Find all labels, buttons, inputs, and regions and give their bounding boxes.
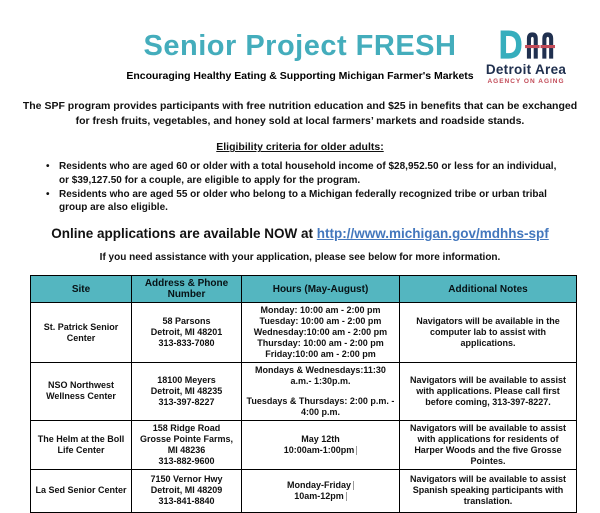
bullet-item: • Residents who are aged 60 or older with a total household income of $28,952.50 or less for an individual, or $39,127.50 for a couple, are eligible to apply for the program. — [46, 160, 564, 186]
eligibility-heading: Eligibility criteria for older adults: — [216, 141, 384, 154]
notes-cell: Navigators will be available to assist with applications. Please call first before coming, 313-397-8227. — [400, 362, 577, 420]
hours-cell: Monday-Friday 10am-12pm — [242, 469, 400, 512]
cta-text: Online applications are available NOW at — [51, 226, 317, 242]
address-cell: 18100 Meyers Detroit, MI 48235 313-397-8227 — [132, 362, 242, 420]
daa-monogram-icon — [497, 27, 555, 63]
address-cell: 7150 Vernor Hwy Detroit, MI 48209 313-841-8840 — [132, 469, 242, 512]
notes-cell: Navigators will be available to assist with applications for residents of Harper Woods and the five Grosse Pointes. — [400, 420, 577, 469]
site-cell: The Helm at the Boll Life Center — [31, 420, 132, 469]
detroit-area-agency-logo — [474, 27, 578, 85]
table-row — [31, 420, 577, 469]
hours-cell: Monday: 10:00 am - 2:00 pm Tuesday: 10:00 am - 2:00 pm Wednesday:10:00 am - 2:00 pm Thursday: 10:00 am - 2:00 pm Friday:10:00 am - 2:00 pm — [242, 303, 400, 363]
site-cell: NSO Northwest Wellness Center — [31, 362, 132, 420]
bullet-item: • Residents who are aged 55 or older who belong to a Michigan federally recognized tribe or urban tribal group are also eligible. — [46, 188, 564, 214]
hours-cell: Mondays & Wednesdays:11:30 a.m.- 1:30p.m. Tuesdays & Thursdays: 2:00 p.m. - 4:00 p.m. — [242, 362, 400, 420]
col-header-hours: Hours (May-August) — [242, 276, 400, 303]
table-row — [31, 469, 577, 512]
page-title: Senior Project FRESH — [143, 30, 457, 62]
logo-name: Detroit Area — [485, 62, 567, 77]
eligibility-bullet-list — [46, 160, 564, 214]
col-header-notes: Additional Notes — [400, 276, 577, 303]
site-cell: La Sed Senior Center — [31, 469, 132, 512]
logo-tagline: AGENCY ON AGING — [487, 78, 565, 86]
site-cell: St. Patrick Senior Center — [31, 303, 132, 363]
intro-paragraph: The SPF program provides participants with free nutrition education and $25 in benefits that can be exchanged for fresh fruits, vegetables, and honey sold at local farmers’ markets and roadside stands. — [22, 100, 578, 127]
text-cursor-mark — [353, 481, 354, 490]
address-cell: 158 Ridge Road Grosse Pointe Farms, MI 48236 313-882-9600 — [132, 420, 242, 469]
page-subtitle: Encouraging Healthy Eating & Supporting Michigan Farmer's Markets — [126, 70, 474, 82]
table-row — [31, 362, 577, 420]
hours-cell: May 12th 10:00am-1:00pm — [242, 420, 400, 469]
table-row — [31, 303, 577, 363]
table-header-row — [31, 276, 577, 303]
col-header-site: Site — [31, 276, 132, 303]
notes-cell: Navigators will be available to assist Spanish speaking participants with translation. — [400, 469, 577, 512]
text-cursor-mark — [356, 446, 357, 455]
cta-line — [0, 226, 600, 241]
michigan-spf-link[interactable]: http://www.michigan.gov/mdhhs-spf — [316, 226, 549, 242]
notes-cell: Navigators will be available in the computer lab to assist with applications. — [400, 303, 577, 363]
address-cell: 58 Parsons Detroit, MI 48201 313-833-7080 — [132, 303, 242, 363]
text-cursor-mark — [346, 492, 347, 501]
sites-table — [30, 275, 577, 513]
col-header-address: Address & Phone Number — [132, 276, 242, 303]
assistance-note: If you need assistance with your application, please see below for more information. — [99, 252, 501, 264]
